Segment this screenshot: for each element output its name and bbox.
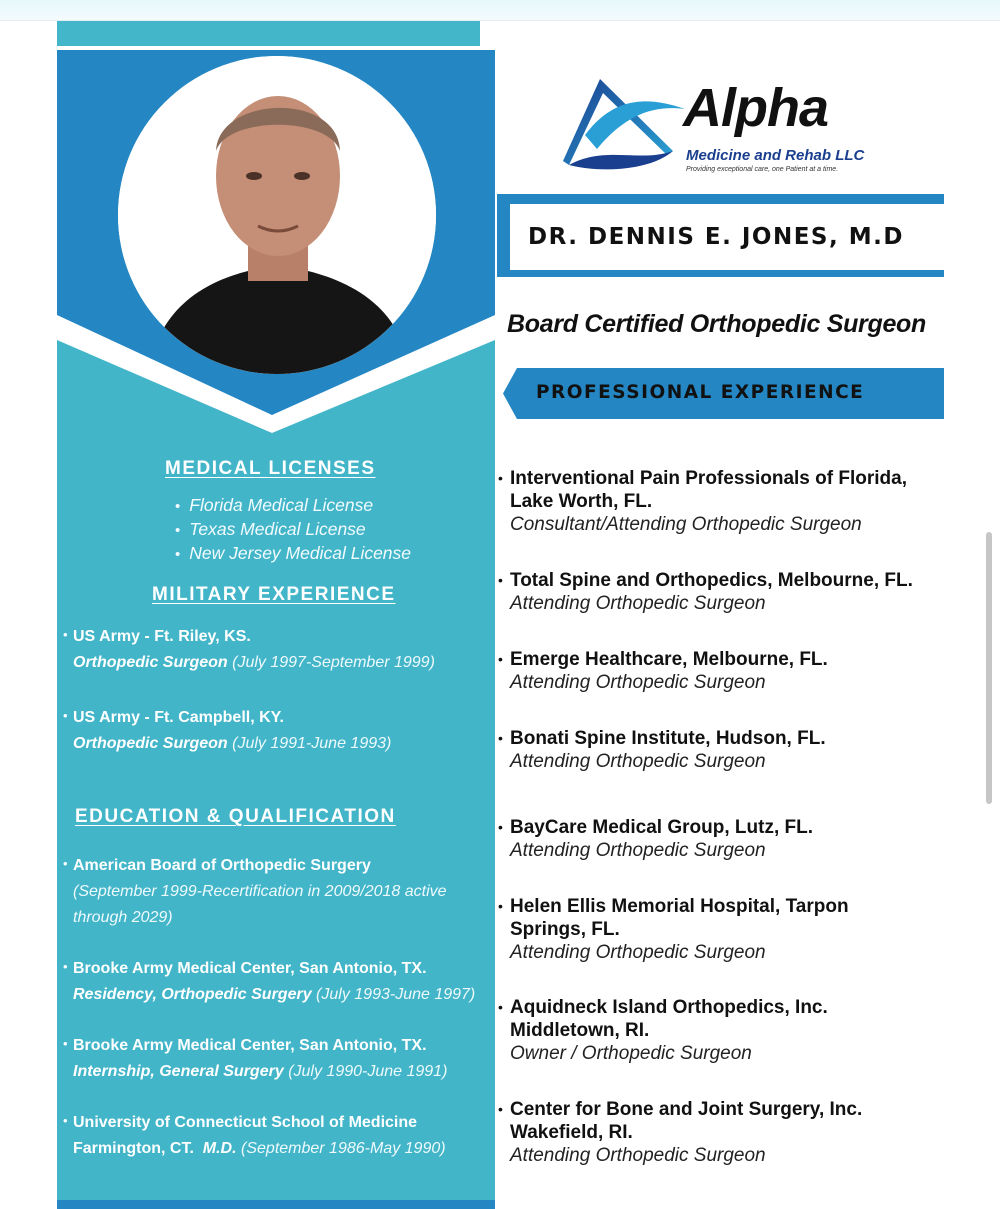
professional-experience-heading: PROFESSIONAL EXPERIENCE — [536, 382, 865, 403]
left-sidebar — [57, 50, 495, 1200]
right-bottom-space — [495, 1200, 940, 1209]
alpha-logo — [555, 75, 900, 175]
military-entry: • US Army - Ft. Campbell, KY. Orthopedic Surgeon (July 1991-June 1993) — [63, 708, 392, 752]
name-band — [497, 194, 944, 277]
job-entry: • Interventional Pain Professionals of Florida, Lake Worth, FL. Consultant/Attending Orthopedic Surgeon — [498, 468, 907, 535]
military-entry: • US Army - Ft. Riley, KS. Orthopedic Surgeon (July 1997-September 1999) — [63, 627, 435, 671]
job-entry: • Bonati Spine Institute, Hudson, FL. Attending Orthopedic Surgeon — [498, 728, 826, 772]
logo-tagline-text: Providing exceptional care, one Patient at a time. — [686, 166, 839, 173]
vertical-scrollbar[interactable] — [986, 532, 992, 804]
alpha-triangle-logo-icon — [555, 75, 685, 175]
medical-licenses-heading: MEDICAL LICENSES — [165, 458, 376, 479]
list-item: • Florida Medical License — [175, 494, 411, 518]
education-entry: • Brooke Army Medical Center, San Antonio, TX. Internship, General Surgery (July 1990-June 1991) — [63, 1036, 448, 1080]
job-entry: • Emerge Healthcare, Melbourne, FL. Attending Orthopedic Surgeon — [498, 649, 828, 693]
list-item: • New Jersey Medical License — [175, 542, 411, 566]
education-entry: • American Board of Orthopedic Surgery (September 1999-Recertification in 2009/2018 active through 2029) — [63, 856, 447, 926]
education-heading: EDUCATION & QUALIFICATION — [75, 806, 396, 827]
job-entry: • BayCare Medical Group, Lutz, FL. Attending Orthopedic Surgeon — [498, 817, 813, 861]
doctor-name: DR. DENNIS E. JONES, M.D — [528, 224, 904, 250]
education-entry: • University of Connecticut School of Medicine Farmington, CT. M.D. (September 1986-May 1990) — [63, 1113, 446, 1157]
military-experience-heading: MILITARY EXPERIENCE — [152, 584, 396, 605]
top-accent-strip — [57, 21, 480, 46]
name-box — [510, 204, 944, 270]
doctor-specialty: Board Certified Orthopedic Surgeon — [507, 310, 926, 338]
doctor-photo — [118, 56, 436, 374]
logo-brand-text: Alpha — [683, 78, 829, 138]
left-bottom-band — [57, 1200, 495, 1209]
job-entry: • Center for Bone and Joint Surgery, Inc. Wakefield, RI. Attending Orthopedic Surgeon — [498, 1099, 863, 1166]
education-entry: • Brooke Army Medical Center, San Antonio, TX. Residency, Orthopedic Surgery (July 1993-June 1997) — [63, 959, 476, 1003]
job-entry: • Total Spine and Orthopedics, Melbourne, FL. Attending Orthopedic Surgeon — [498, 570, 913, 614]
job-entry: • Aquidneck Island Orthopedics, Inc. Middletown, RI. Owner / Orthopedic Surgeon — [498, 997, 828, 1064]
logo-subtitle-text: Medicine and Rehab LLC — [686, 147, 865, 164]
licenses-list — [175, 494, 411, 566]
job-entry: • Helen Ellis Memorial Hospital, Tarpon Springs, FL. Attending Orthopedic Surgeon — [498, 896, 849, 963]
browser-top-bar — [0, 0, 1000, 21]
portrait-photo-icon — [118, 56, 436, 374]
list-item: • Texas Medical License — [175, 518, 411, 542]
